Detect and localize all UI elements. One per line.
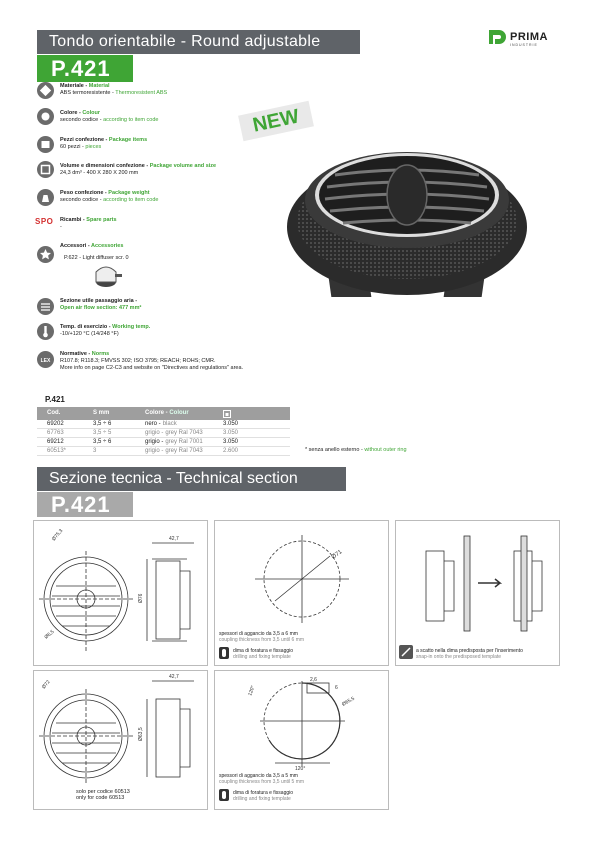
svg-text:Ø75,3: Ø75,3 xyxy=(50,527,65,543)
drawing-panel-60513 xyxy=(33,670,208,810)
new-badge: NEW xyxy=(238,101,314,141)
cell-colour: grigio - grey Ral 7043 xyxy=(145,430,203,436)
svg-text:120°: 120° xyxy=(295,766,306,772)
section-code: P.421 xyxy=(37,492,133,517)
temperature-label: Temp. di esercizio - Working temp. xyxy=(60,324,151,330)
cell-thickness: 3,5 ÷ 5 xyxy=(93,430,112,436)
material-label: Materiale - Material xyxy=(60,83,110,89)
svg-text:Ø76: Ø76 xyxy=(138,593,144,603)
cell-weight: 3.050 xyxy=(223,421,239,427)
colour-value: secondo codice - according to item code xyxy=(60,117,159,123)
cell-colour: grigio - grey Ral 7043 xyxy=(145,448,203,454)
cell-weight: 3.050 xyxy=(223,430,239,436)
spare-parts-value: - xyxy=(60,224,62,230)
template-text-1: spessori di aggancio da 3,5 a 6 mm coupling thickness from 3,5 until 6 mm xyxy=(219,631,305,643)
package-volume-label: Volume e dimensioni confezione - Package volume and size xyxy=(60,163,217,169)
code-60513-note: solo per codice 60513 only for code 60513 xyxy=(76,789,130,801)
front-side-drawing xyxy=(34,521,209,667)
table-title: P.421 xyxy=(45,395,65,404)
table-footnote: * senza anello esterno - without outer ring xyxy=(305,447,407,453)
norms-label: Normative - Norms xyxy=(60,351,110,357)
template-2-drawing xyxy=(215,671,390,773)
template-2-pin-icon xyxy=(218,788,230,802)
package-items-icon xyxy=(37,136,54,153)
table-header: Cod. S mm Colore - Colour xyxy=(37,407,290,420)
cell-code: 60513* xyxy=(47,448,67,454)
drawing-panel-snapin xyxy=(395,520,560,666)
airflow-label: Sezione utile passaggio aria - xyxy=(60,298,138,304)
accessories-label: Accessori - Accessories xyxy=(60,243,124,249)
cell-code: 67763 xyxy=(47,430,64,436)
package-volume-icon xyxy=(37,161,54,178)
product-table xyxy=(37,407,290,456)
airflow-icon xyxy=(37,298,54,315)
spare-parts-label: Ricambi - Spare parts xyxy=(60,217,117,223)
svg-text:Ø63,5: Ø63,5 xyxy=(138,727,144,741)
svg-text:Ø72: Ø72 xyxy=(40,679,52,691)
svg-text:6: 6 xyxy=(335,685,338,691)
spare-parts-icon: SPO xyxy=(35,217,54,226)
package-items-value: 60 pezzi - pieces xyxy=(60,144,102,150)
package-items-label: Pezzi confezione - Package items xyxy=(60,137,148,143)
svg-text:42,7: 42,7 xyxy=(169,674,179,680)
cell-code: 69202 xyxy=(47,421,64,427)
colour-label: Colore - Colour xyxy=(60,110,101,116)
cell-colour: nero - black xyxy=(145,421,177,427)
accessory-diffuser-image xyxy=(88,262,124,290)
table-row xyxy=(37,447,290,456)
screwdriver-icon xyxy=(399,645,413,659)
product-photo xyxy=(285,145,530,305)
accessories-value: P.622 - Light diffuser scr. 0 xyxy=(64,255,129,261)
snapin-drawing xyxy=(396,521,561,636)
norms-value: R107.8; R118.3; FMVSS 302; ISO 3795; REACH; ROHS; CMR. xyxy=(60,358,216,364)
svg-text:Ø6,5: Ø6,5 xyxy=(43,628,56,641)
svg-text:2,6: 2,6 xyxy=(310,677,317,683)
drawing-panel-front-side xyxy=(33,520,208,666)
table-row xyxy=(37,438,290,447)
table-row xyxy=(37,429,290,438)
package-weight-label: Peso confezione - Package weight xyxy=(60,190,150,196)
temperature-value: -10/+120 °C (14/248 °F) xyxy=(60,331,119,337)
cell-colour: grigio - grey Ral 7001 xyxy=(145,439,203,445)
material-value: ABS termoresistente - Thermoresistent ABS xyxy=(60,90,168,96)
template-2-text-1: spessori di aggancio da 3,5 a 5 mm coupling thickness from 3,5 until 5 mm xyxy=(219,773,305,785)
page-title: Tondo orientabile - Round adjustable xyxy=(37,30,360,54)
drawing-panel-template xyxy=(214,520,389,666)
cell-thickness: 3 xyxy=(93,448,97,454)
prima-logo-icon xyxy=(486,28,508,46)
norms-more-info: More info on page C2-C3 and website on "Directives and regulations" area. xyxy=(60,365,244,371)
drawing-panel-template-2 xyxy=(214,670,389,810)
cell-thickness: 3,5 ÷ 6 xyxy=(93,421,112,427)
section-title: Sezione tecnica - Technical section xyxy=(37,467,346,491)
accessories-icon xyxy=(37,246,54,263)
template-2-text-2: dima di foratura e fissaggio drilling and fixing template xyxy=(233,790,294,802)
weight-icon xyxy=(223,410,231,418)
product-code: P.421 xyxy=(37,55,133,82)
material-icon xyxy=(37,82,54,99)
template-pin-icon xyxy=(218,646,230,660)
svg-text:LEX: LEX xyxy=(40,358,51,364)
template-drawing xyxy=(215,521,390,631)
brand-logo-subtext: INDUSTRIE xyxy=(510,43,538,47)
colour-icon xyxy=(37,108,54,125)
cell-thickness: 3,5 ÷ 6 xyxy=(93,439,112,445)
brand-logo-text: PRIMA xyxy=(510,31,548,43)
cell-weight: 2.600 xyxy=(223,448,239,454)
snapin-text: a scatto nella dima predisposta per l'inserimento snap-in onto the predisposed template xyxy=(416,648,523,660)
table-row xyxy=(37,420,290,429)
airflow-value: Open air flow section: 477 mm² xyxy=(60,305,142,311)
svg-text:42,7: 42,7 xyxy=(169,536,179,542)
package-weight-value: secondo codice - according to item code xyxy=(60,197,159,203)
norms-icon xyxy=(37,351,54,368)
package-weight-icon xyxy=(37,189,54,206)
svg-text:120°: 120° xyxy=(247,684,257,697)
package-volume-value: 24,3 dm³ - 400 X 280 X 200 mm xyxy=(60,170,139,176)
cell-weight: 3.050 xyxy=(223,439,239,445)
svg-text:Ø71: Ø71 xyxy=(330,549,344,561)
cell-code: 69212 xyxy=(47,439,64,445)
temperature-icon xyxy=(37,323,54,340)
template-text-2: dima di foratura e fissaggio drilling and fixing template xyxy=(233,648,294,660)
svg-text:Ø65,5: Ø65,5 xyxy=(341,695,356,708)
